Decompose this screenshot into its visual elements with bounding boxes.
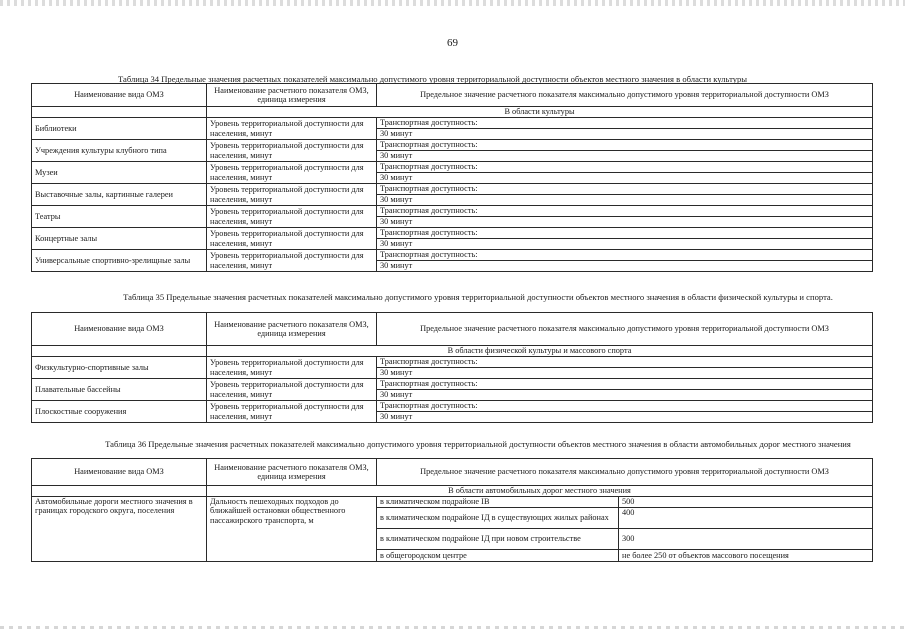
table-row bbox=[32, 497, 873, 508]
indicator-cell: Уровень территориальной доступности для населения, минут bbox=[207, 228, 377, 250]
access-label-cell: Транспортная доступность: bbox=[377, 140, 873, 151]
page-number: 69 bbox=[447, 37, 458, 49]
table-35 bbox=[31, 312, 873, 423]
omz-type-cell: Автомобильные дороги местного значения в границах городского округа, поселения bbox=[32, 497, 207, 562]
table-34-section-row bbox=[32, 107, 873, 118]
table-row bbox=[32, 228, 873, 239]
indicator-cell: Уровень территориальной доступности для населения, минут bbox=[207, 357, 377, 379]
access-label-cell: Транспортная доступность: bbox=[377, 401, 873, 412]
table-35-section-row bbox=[32, 346, 873, 357]
indicator-cell: Уровень территориальной доступности для населения, минут bbox=[207, 250, 377, 272]
table-34-header bbox=[32, 84, 873, 107]
omz-type-cell: Музеи bbox=[32, 162, 207, 184]
column-header-limit-value: Предельное значение расчетного показателя максимально допустимого уровня территориальной доступности ОМЗ bbox=[377, 313, 873, 346]
omz-type-cell: Универсальные спортивно-зрелищные залы bbox=[32, 250, 207, 272]
indicator-cell: Уровень территориальной доступности для населения, минут bbox=[207, 140, 377, 162]
access-label-cell: Транспортная доступность: bbox=[377, 118, 873, 129]
column-header-limit-value: Предельное значение расчетного показателя максимально допустимого уровня территориальной доступности ОМЗ bbox=[377, 84, 873, 107]
table-row bbox=[32, 357, 873, 368]
table-34-caption: Таблица 34 Предельные значения расчетных показателей максимально допустимого уровня территориальной доступности объектов местного значения в области культуры bbox=[118, 74, 748, 84]
omz-type-cell: Театры bbox=[32, 206, 207, 228]
access-value-cell: 30 минут bbox=[377, 173, 873, 184]
value-cell: не более 250 от объектов массового посещения bbox=[619, 550, 873, 562]
table-36-caption: Таблица 36 Предельные значения расчетных показателей максимально допустимого уровня территориальной доступности объектов местного значения в области автомобильных дорог местного значения bbox=[105, 439, 851, 449]
scan-edge-top bbox=[0, 0, 905, 6]
condition-cell: в климатическом подрайоне IД при новом строительстве bbox=[377, 529, 619, 550]
table-36 bbox=[31, 458, 873, 562]
column-header-omz-type: Наименование вида ОМЗ bbox=[32, 313, 207, 346]
access-label-cell: Транспортная доступность: bbox=[377, 184, 873, 195]
access-value-cell: 30 минут bbox=[377, 151, 873, 162]
omz-type-cell: Учреждения культуры клубного типа bbox=[32, 140, 207, 162]
table-row bbox=[32, 250, 873, 261]
scan-edge-bottom bbox=[0, 626, 905, 629]
section-title: В области автомобильных дорог местного значения bbox=[207, 486, 873, 497]
condition-cell: в климатическом подрайоне IВ bbox=[377, 497, 619, 508]
column-header-limit-value: Предельное значение расчетного показателя максимально допустимого уровня территориальной доступности ОМЗ bbox=[377, 459, 873, 486]
access-value-cell: 30 минут bbox=[377, 368, 873, 379]
indicator-cell: Уровень территориальной доступности для населения, минут bbox=[207, 184, 377, 206]
access-value-cell: 30 минут bbox=[377, 261, 873, 272]
value-cell: 400 bbox=[619, 508, 873, 529]
value-cell: 500 bbox=[619, 497, 873, 508]
access-value-cell: 30 минут bbox=[377, 195, 873, 206]
table-row bbox=[32, 118, 873, 129]
value-cell: 300 bbox=[619, 529, 873, 550]
condition-cell: в общегородском центре bbox=[377, 550, 619, 562]
table-36-header bbox=[32, 459, 873, 486]
omz-type-cell: Физкультурно-спортивные залы bbox=[32, 357, 207, 379]
table-row bbox=[32, 140, 873, 151]
access-value-cell: 30 минут bbox=[377, 412, 873, 423]
access-label-cell: Транспортная доступность: bbox=[377, 357, 873, 368]
column-header-indicator: Наименование расчетного показателя ОМЗ, единица измерения bbox=[207, 84, 377, 107]
table-35-caption: Таблица 35 Предельные значения расчетных показателей максимально допустимого уровня территориальной доступности объектов местного значения в области физической культуры и спорта. bbox=[123, 292, 833, 302]
access-label-cell: Транспортная доступность: bbox=[377, 250, 873, 261]
column-header-omz-type: Наименование вида ОМЗ bbox=[32, 459, 207, 486]
column-header-indicator: Наименование расчетного показателя ОМЗ, единица измерения bbox=[207, 459, 377, 486]
access-label-cell: Транспортная доступность: bbox=[377, 228, 873, 239]
indicator-cell: Дальность пешеходных подходов до ближайшей остановки общественного пассажирского транспорта, м bbox=[207, 497, 377, 562]
omz-type-cell: Выставочные залы, картинные галереи bbox=[32, 184, 207, 206]
omz-type-cell: Библиотеки bbox=[32, 118, 207, 140]
table-row bbox=[32, 184, 873, 195]
table-row bbox=[32, 162, 873, 173]
access-value-cell: 30 минут bbox=[377, 129, 873, 140]
table-35-header bbox=[32, 313, 873, 346]
omz-type-cell: Плавательные бассейны bbox=[32, 379, 207, 401]
column-header-omz-type: Наименование вида ОМЗ bbox=[32, 84, 207, 107]
indicator-cell: Уровень территориальной доступности для населения, минут bbox=[207, 162, 377, 184]
table-row bbox=[32, 206, 873, 217]
indicator-cell: Уровень территориальной доступности для населения, минут bbox=[207, 379, 377, 401]
table-row bbox=[32, 401, 873, 412]
table-36-section-row bbox=[32, 486, 873, 497]
section-title: В области физической культуры и массового спорта bbox=[207, 346, 873, 357]
indicator-cell: Уровень территориальной доступности для населения, минут bbox=[207, 118, 377, 140]
access-label-cell: Транспортная доступность: bbox=[377, 379, 873, 390]
section-title: В области культуры bbox=[207, 107, 873, 118]
access-value-cell: 30 минут bbox=[377, 217, 873, 228]
indicator-cell: Уровень территориальной доступности для населения, минут bbox=[207, 206, 377, 228]
access-label-cell: Транспортная доступность: bbox=[377, 206, 873, 217]
table-row bbox=[32, 379, 873, 390]
access-label-cell: Транспортная доступность: bbox=[377, 162, 873, 173]
omz-type-cell: Концертные залы bbox=[32, 228, 207, 250]
omz-type-cell: Плоскостные сооружения bbox=[32, 401, 207, 423]
indicator-cell: Уровень территориальной доступности для населения, минут bbox=[207, 401, 377, 423]
access-value-cell: 30 минут bbox=[377, 390, 873, 401]
table-34 bbox=[31, 83, 873, 272]
condition-cell: в климатическом подрайоне IД в существующих жилых районах bbox=[377, 508, 619, 529]
access-value-cell: 30 минут bbox=[377, 239, 873, 250]
column-header-indicator: Наименование расчетного показателя ОМЗ, единица измерения bbox=[207, 313, 377, 346]
